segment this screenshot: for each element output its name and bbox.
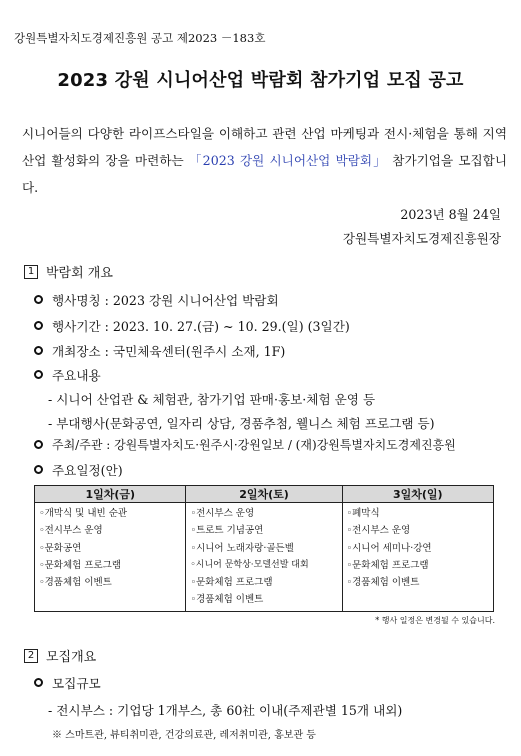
schedule-item: ◦경품체험 이벤트 <box>346 577 420 589</box>
bullet-circle-icon <box>34 370 43 379</box>
schedule-item: ◦문화체험 프로그램 <box>346 559 429 571</box>
schedule-note: * 행사 일정은 변경될 수 있습니다. <box>375 616 495 625</box>
item-event-period <box>34 316 350 335</box>
schedule-item: ◦트로트 기념공연 <box>190 525 264 537</box>
item-schedule-text: 주요일정(안) <box>52 463 123 478</box>
item-recruit-scale-text: 모집규모 <box>52 676 101 691</box>
page-title: 2023 강원 시니어산업 박람회 참가기업 모집 공고 <box>57 70 464 91</box>
schedule-item: ◦시니어 문학상·모델선발 대회 <box>190 559 309 570</box>
schedule-body-row <box>35 503 494 612</box>
section-1-heading <box>24 262 113 281</box>
item-venue <box>34 341 285 360</box>
schedule-header-row <box>35 486 494 503</box>
item-content <box>34 365 101 384</box>
schedule-item: ◦전시부스 운영 <box>39 525 103 537</box>
notice-number: 강원특별자치도경제진흥원 공고 제2023 －183호 <box>14 31 266 45</box>
schedule-day2-cell <box>186 503 342 612</box>
intro-highlight: 「2023 강원 시니어산업 박람회」 <box>188 153 388 168</box>
item-recruit-scale <box>34 673 101 692</box>
intro-text-2: 참가기업을 모집합니다. <box>22 153 508 195</box>
schedule-table <box>34 485 494 612</box>
schedule-item: ◦경품체험 이벤트 <box>190 594 264 606</box>
section-2-number: 2 <box>24 649 38 663</box>
content-sub-2: - 부대행사(문화공연, 일자리 상담, 경품추첨, 웰니스 체험 프로그램 등) <box>48 416 435 431</box>
item-event-period-text: 행사기간 : 2023. 10. 27.(금) ~ 10. 29.(일) (3일간) <box>52 319 350 334</box>
intro-paragraph <box>22 120 507 201</box>
schedule-day1-cell <box>35 503 186 612</box>
item-content-text: 주요내용 <box>52 368 101 383</box>
notice-date: 2023년 8월 24일 <box>400 207 501 222</box>
item-event-name-text: 행사명칭 : 2023 강원 시니어산업 박람회 <box>52 293 279 308</box>
bullet-circle-icon <box>34 465 43 474</box>
schedule-item: ◦문화체험 프로그램 <box>190 577 273 589</box>
section-2-title: 모집개요 <box>46 650 97 665</box>
schedule-item: ◦시니어 노래자랑·골든벨 <box>190 542 294 554</box>
bullet-circle-icon <box>34 678 43 687</box>
item-event-name <box>34 290 279 309</box>
schedule-item: ◦문화공연 <box>39 542 82 554</box>
bullet-circle-icon <box>34 440 43 449</box>
schedule-item: ◦폐막식 <box>346 508 380 519</box>
schedule-item: ◦시니어 세미나·강연 <box>346 542 432 554</box>
schedule-item: ◦개막식 및 내빈 순관 <box>39 508 128 519</box>
schedule-header-day3: 3일차(일) <box>342 486 493 503</box>
schedule-header-day1: 1일차(금) <box>35 486 186 503</box>
item-schedule <box>34 460 123 479</box>
bullet-circle-icon <box>34 321 43 330</box>
booth-info: - 전시부스 : 기업당 1개부스, 총 60社 이내(주제관별 15개 내외) <box>48 703 403 718</box>
schedule-item: ◦경품체험 이벤트 <box>39 577 112 589</box>
content-sub-1: - 시니어 산업관 & 체험관, 참가기업 판매·홍보·체험 운영 등 <box>48 392 376 407</box>
bullet-circle-icon <box>34 295 43 304</box>
item-venue-text: 개최장소 : 국민체육센터(원주시 소재, 1F) <box>52 344 286 359</box>
schedule-item: ◦전시부스 운영 <box>190 508 255 519</box>
issuer: 강원특별자치도경제진흥원장 <box>342 231 501 246</box>
theme-halls-note: ※ 스마트관, 뷰티취미관, 건강의료관, 레저취미관, 홍보관 등 <box>52 730 316 741</box>
item-host-text: 주최/주관 : 강원특별자치도·원주시·강원일보 / (재)강원특별자치도경제진흥원 <box>52 438 456 452</box>
schedule-item: ◦문화체험 프로그램 <box>39 559 122 571</box>
section-2-heading <box>24 646 96 665</box>
item-host <box>34 436 456 453</box>
schedule-header-day2: 2일차(토) <box>186 486 342 503</box>
section-1-number: 1 <box>24 265 38 279</box>
schedule-day3-cell <box>342 503 493 612</box>
bullet-circle-icon <box>34 346 43 355</box>
section-1-title: 박람회 개요 <box>46 266 113 281</box>
intro-text-1: 시니어들의 다양한 라이프스타일을 이해하고 관련 산업 마케팅과 전시·체험을 통해 지역산업 활성화의 장을 마련하는 <box>22 126 507 168</box>
schedule-item: ◦전시부스 운영 <box>346 525 411 537</box>
